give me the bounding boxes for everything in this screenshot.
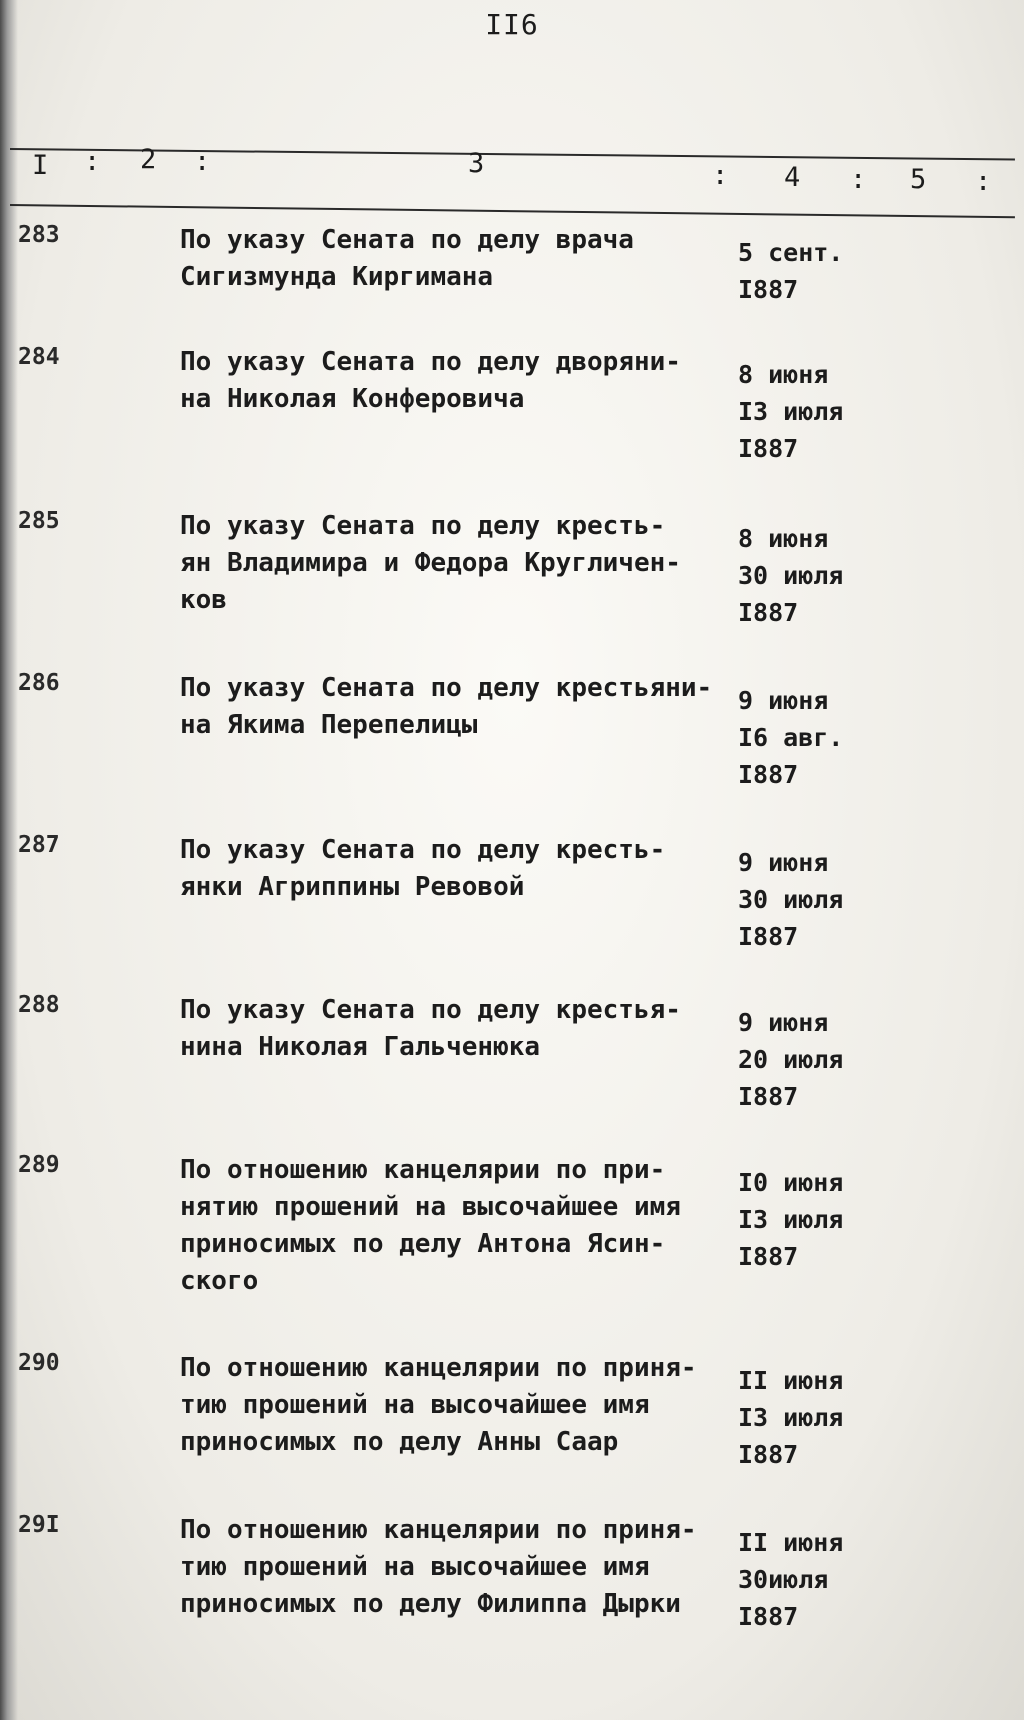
entry-dates bbox=[738, 520, 878, 631]
entry-date: I887 bbox=[738, 1440, 799, 1469]
entry-number: 283 bbox=[18, 222, 60, 248]
entry-date: I887 bbox=[738, 598, 799, 627]
entry-date: I3 июля bbox=[738, 1403, 844, 1432]
entry-dates bbox=[738, 234, 878, 308]
entry-date: 8 июня bbox=[738, 524, 829, 553]
entry-description: По указу Сената по делу крестьяни- на Якима Перепелицы bbox=[180, 673, 713, 740]
entry-number: 290 bbox=[18, 1350, 60, 1376]
column-separator: : bbox=[975, 166, 992, 197]
entry-number: 285 bbox=[18, 508, 60, 534]
page-number: II6 bbox=[485, 8, 539, 41]
entry-number: 286 bbox=[18, 670, 60, 696]
entry-dates bbox=[738, 682, 878, 793]
column-separator: : bbox=[84, 146, 101, 177]
entry-date: 30 июля bbox=[738, 885, 844, 914]
entry-description: По указу Сената по делу врача Сигизмунда Киргимана bbox=[180, 225, 634, 292]
table-header-top-rule bbox=[10, 148, 1015, 161]
entry-date: 8 июня bbox=[738, 360, 829, 389]
column-header-2: 2 bbox=[140, 144, 157, 175]
entry-date: I3 июля bbox=[738, 397, 844, 426]
entry-date: 9 июня bbox=[738, 848, 829, 877]
entry-date: I887 bbox=[738, 434, 799, 463]
entry-date: I887 bbox=[738, 1602, 799, 1631]
column-separator: : bbox=[712, 160, 729, 191]
entry-description: По отношению канцелярии по приня- тию прошений на высочайшее имя приносимых по делу Филиппа Дырки bbox=[180, 1515, 697, 1619]
column-header-5: 5 bbox=[910, 164, 927, 195]
entry-date: 9 июня bbox=[738, 686, 829, 715]
entry-description: По указу Сената по делу крестья- нина Николая Гальченюка bbox=[180, 995, 681, 1062]
entry-date: II июня bbox=[738, 1366, 844, 1395]
entry-date: I887 bbox=[738, 922, 799, 951]
entry-date: 30 июля bbox=[738, 561, 844, 590]
entry-date: I887 bbox=[738, 275, 799, 304]
entry-date: 9 июня bbox=[738, 1008, 829, 1037]
entry-description: По указу Сената по делу кресть- янки Агриппины Ревовой bbox=[180, 835, 666, 902]
entry-date: II июня bbox=[738, 1528, 844, 1557]
entry-date: I887 bbox=[738, 1242, 799, 1271]
binding-shadow bbox=[0, 0, 18, 1720]
column-header-1: I bbox=[32, 150, 49, 181]
entry-dates bbox=[738, 1164, 878, 1275]
entry-number: 288 bbox=[18, 992, 60, 1018]
entry-date: I887 bbox=[738, 760, 799, 789]
entry-description: По указу Сената по делу дворяни- на Николая Конферовича bbox=[180, 347, 681, 414]
entry-date: I6 авг. bbox=[738, 723, 844, 752]
table-header-bottom-rule bbox=[10, 204, 1015, 218]
entry-date: I0 июня bbox=[738, 1168, 844, 1197]
entry-number: 289 bbox=[18, 1152, 60, 1178]
entry-date: 5 сент. bbox=[738, 238, 844, 267]
entry-dates bbox=[738, 1004, 878, 1115]
entry-date: I3 июля bbox=[738, 1205, 844, 1234]
entry-dates bbox=[738, 1362, 878, 1473]
entry-date: 20 июля bbox=[738, 1045, 844, 1074]
entry-description: По указу Сената по делу кресть- ян Владимира и Федора Кругличен- ков bbox=[180, 511, 681, 615]
column-header-4: 4 bbox=[784, 162, 801, 193]
column-separator: : bbox=[850, 164, 867, 195]
entry-dates bbox=[738, 844, 878, 955]
entry-description: По отношению канцелярии по приня- тию прошений на высочайшее имя приносимых по делу Анны Саар bbox=[180, 1353, 697, 1457]
entry-number: 284 bbox=[18, 344, 60, 370]
column-header-3: 3 bbox=[468, 148, 485, 179]
entry-dates bbox=[738, 1524, 878, 1635]
entry-description: По отношению канцелярии по при- нятию прошений на высочайшее имя приносимых по делу Антона Ясин- ского bbox=[180, 1155, 681, 1296]
column-separator: : bbox=[194, 146, 211, 177]
entry-date: I887 bbox=[738, 1082, 799, 1111]
entry-number: 29I bbox=[18, 1512, 60, 1538]
entry-dates bbox=[738, 356, 878, 467]
entry-date: 30июля bbox=[738, 1565, 829, 1594]
entry-number: 287 bbox=[18, 832, 60, 858]
